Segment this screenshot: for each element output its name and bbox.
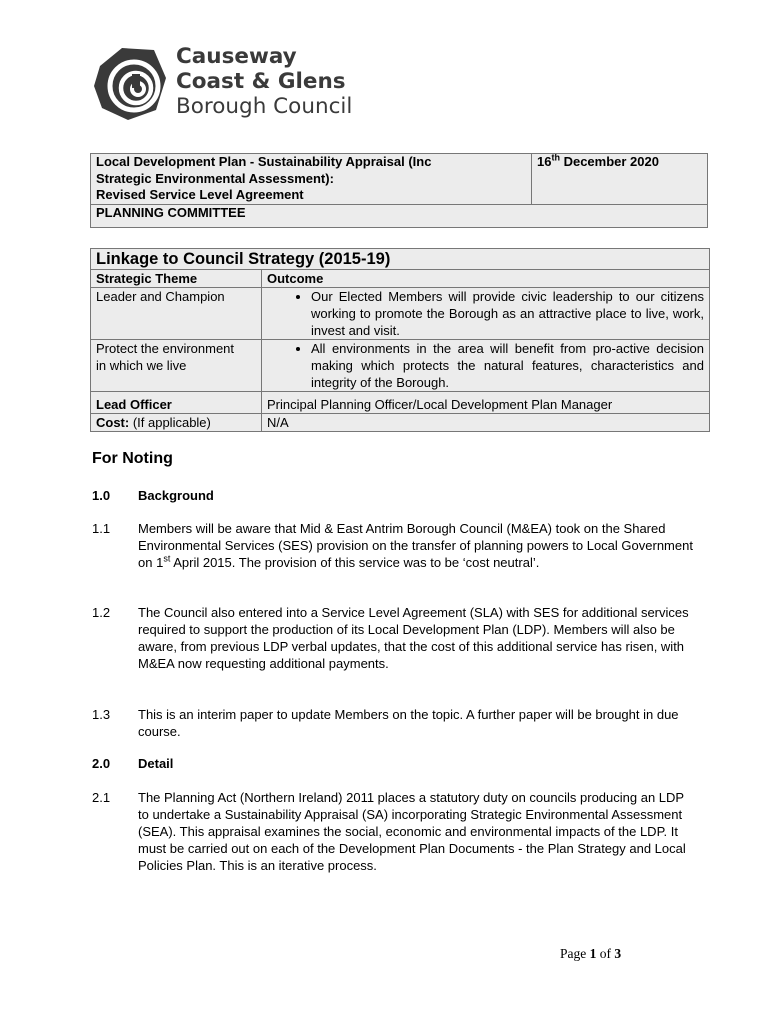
page-total: 3	[614, 946, 622, 961]
cost-label: Cost:	[96, 415, 130, 430]
paragraph-1-1	[92, 520, 712, 571]
outcome-cell	[262, 340, 710, 392]
paragraph-text-a: Members will be aware that Mid & East Antrim Borough Council (M&EA) took on the Shared Environmental Services (SES) provision on the transfer of planning powers to Local Government on 1	[138, 521, 693, 570]
paragraph-number: 1.1	[92, 521, 111, 536]
paragraph-1-3	[92, 706, 712, 740]
section-title: Detail	[138, 756, 174, 771]
report-date-rest: December 2020	[559, 154, 659, 169]
section-1-heading	[92, 487, 712, 504]
report-title-line-1: Local Development Plan - Sustainability Appraisal (Inc	[96, 154, 432, 169]
table-row	[91, 340, 710, 392]
causeway-swirl-icon	[92, 44, 168, 122]
outcome-bullet: • Our Elected Members will provide civic leadership to our citizens working to promote the Borough as an attractive place to live, work, invest and visit.	[311, 288, 704, 339]
page-footer	[560, 946, 621, 962]
report-title-cell	[91, 154, 532, 205]
report-title-line-2: Strategic Environmental Assessment):	[96, 170, 334, 186]
cost-note: (If applicable)	[129, 415, 211, 430]
paragraph-text: This is an interim paper to update Members on the topic. A further paper will be brought in due course.	[138, 707, 679, 739]
logo-line-3: Borough Council	[176, 94, 353, 119]
page-word: Page	[560, 946, 590, 961]
report-date-cell	[532, 154, 708, 205]
committee-cell	[91, 204, 708, 227]
council-logo	[92, 44, 362, 124]
report-title-line-3: Revised Service Level Agreement	[96, 187, 304, 202]
outcome-cell	[262, 288, 710, 340]
outcome-bullet: • All environments in the area will benefit from pro-active decision making which protects the natural features, characteristics and integrity of the Borough.	[311, 340, 704, 391]
outcome-header: Outcome	[262, 270, 710, 288]
paragraph-number: 2.1	[92, 790, 111, 805]
paragraph-number: 1.2	[92, 605, 111, 620]
ordinal-suffix: st	[163, 553, 171, 564]
strategic-theme-header: Strategic Theme	[91, 270, 262, 288]
paragraph-1-2	[92, 604, 712, 672]
section-number: 1.0	[92, 488, 111, 503]
of-word: of	[596, 946, 615, 961]
paragraph-text: The Council also entered into a Service Level Agreement (SLA) with SES for additional services required to support the production of its Local Development Plan (LDP). Members will also be aware, from previous LDP verbal updates, that the cost of this additional service has risen, with M&EA now requesting additional payments.	[138, 605, 689, 671]
logo-line-1: Causeway	[176, 44, 297, 69]
page-number: 1	[589, 946, 597, 961]
paragraph-text-b: April 2015. The provision of this service was to be ‘cost neutral’.	[170, 555, 540, 570]
strategy-heading: Linkage to Council Strategy (2015-19)	[91, 249, 710, 270]
table-row	[91, 288, 710, 340]
paragraph-text	[138, 520, 698, 571]
section-number: 2.0	[92, 756, 111, 771]
report-header-table	[90, 153, 708, 228]
for-noting-heading: For Noting	[92, 450, 173, 467]
report-date-day: 16	[537, 154, 552, 169]
council-strategy-table	[90, 248, 710, 432]
cost-label-cell	[91, 414, 262, 432]
lead-officer-label: Lead Officer	[91, 392, 262, 414]
committee-name: PLANNING COMMITTEE	[96, 204, 246, 220]
theme-cell: Protect the environment in which we live	[91, 340, 262, 392]
paragraph-2-1	[92, 789, 712, 874]
paragraph-number: 1.3	[92, 707, 111, 722]
report-date-suffix: th	[551, 152, 560, 163]
logo-line-2: Coast & Glens	[176, 69, 346, 94]
cost-value: N/A	[262, 414, 710, 432]
paragraph-text: The Planning Act (Northern Ireland) 2011 places a statutory duty on councils producing an LDP to undertake a Sustainability Appraisal (SA) incorporating Strategic Environmental Assessment (SEA). This appraisal examines the social, economic and environmental impacts of the LDP. It must be carried out on each of the Development Plan Documents - the Plan Strategy and Local Policies Plan. This is an iterative process.	[138, 790, 686, 873]
section-2-heading	[92, 755, 712, 772]
section-title: Background	[138, 488, 214, 503]
theme-cell: Leader and Champion	[91, 288, 262, 340]
lead-officer-value: Principal Planning Officer/Local Development Plan Manager	[262, 392, 710, 414]
